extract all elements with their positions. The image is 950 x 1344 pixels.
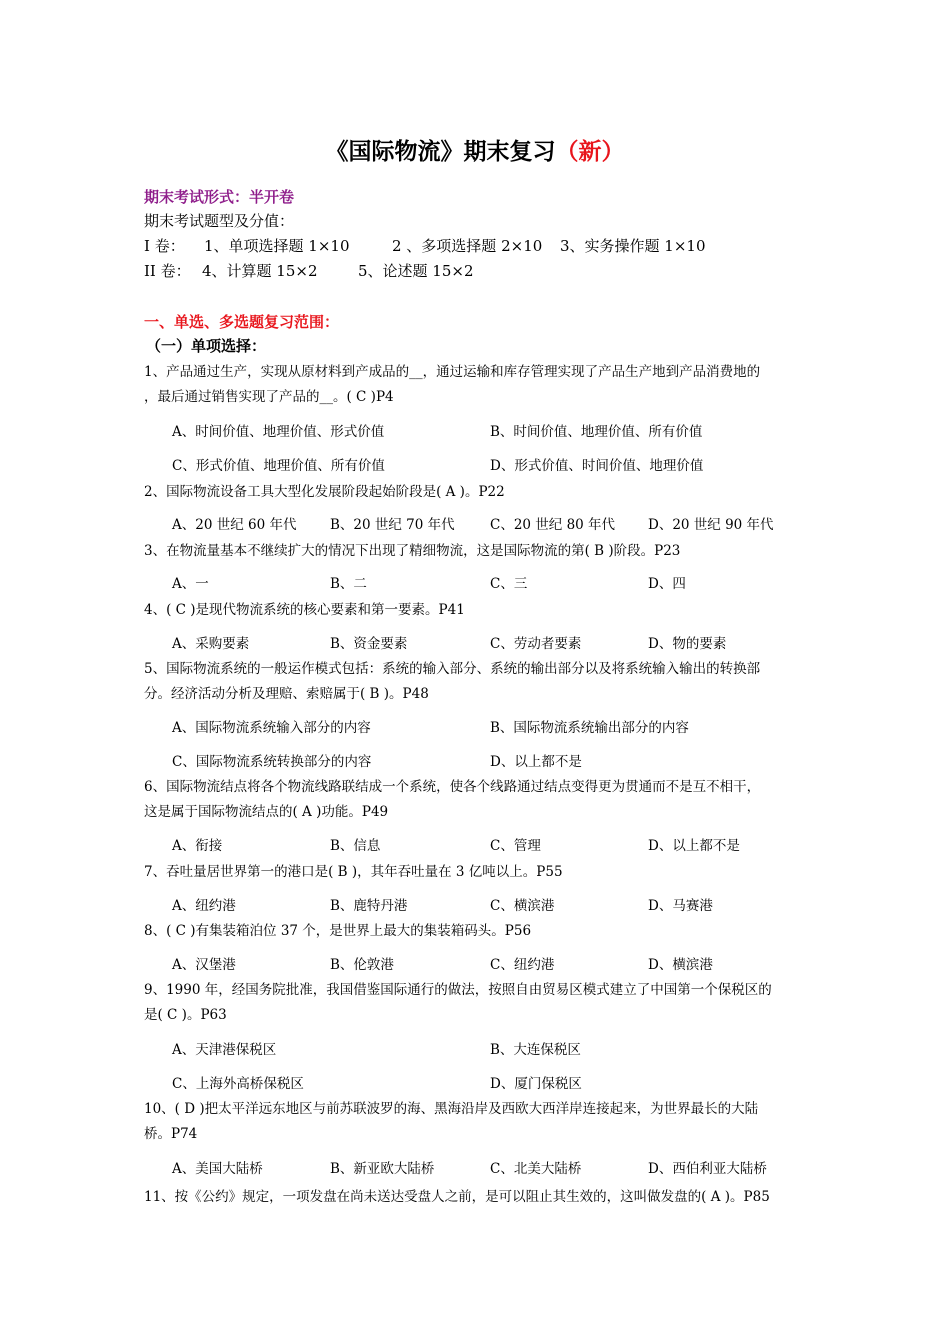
question-text: 分。经济活动分析及理赔、索赔属于( B )。P48 — [144, 686, 429, 702]
section1-heading: 一、单选、多选题复习范围： — [144, 313, 340, 331]
paper2-label: II 卷： — [144, 262, 191, 280]
question-text: 桥。P74 — [144, 1126, 198, 1142]
answer-option: A、20 世纪 60 年代 — [172, 517, 297, 533]
title-main: 《国际物流》期末复习 — [325, 139, 556, 165]
answer-option: A、天津港保税区 — [172, 1042, 277, 1058]
answer-option: A、时间价值、地理价值、形式价值 — [172, 424, 385, 440]
question-text: 6、国际物流结点将各个物流线路联结成一个系统，使各个线路通过结点变得更为贯通而不是互不相干， — [144, 779, 761, 795]
answer-option: C、劳动者要素 — [490, 636, 582, 652]
answer-option: B、国际物流系统输出部分的内容 — [490, 720, 689, 736]
question-text: 11、按《公约》规定，一项发盘在尚未送达受盘人之前，是可以阻止其生效的，这叫做发盘的( A )。P85 — [144, 1189, 770, 1205]
answer-option: D、厦门保税区 — [490, 1076, 582, 1092]
answer-option: B、伦敦港 — [330, 957, 394, 973]
answer-option: B、鹿特丹港 — [330, 898, 408, 914]
answer-option: B、新亚欧大陆桥 — [330, 1161, 435, 1177]
question-text: 5、国际物流系统的一般运作模式包括：系统的输入部分、系统的输出部分以及将系统输入输出的转换部 — [144, 661, 761, 677]
exam-form: 期末考试形式：半开卷 — [144, 188, 295, 206]
paper2-item: 5、论述题 15×2 — [358, 262, 474, 280]
answer-option: D、横滨港 — [648, 957, 713, 973]
subsection1-heading: （一）单项选择： — [146, 337, 267, 355]
answer-option: C、管理 — [490, 838, 541, 854]
title-new-tag: （新） — [555, 139, 625, 165]
answer-option: C、20 世纪 80 年代 — [490, 517, 616, 533]
answer-option: C、上海外高桥保税区 — [172, 1076, 304, 1092]
answer-option: C、纽约港 — [490, 957, 555, 973]
answer-option: A、汉堡港 — [172, 957, 236, 973]
answer-option: C、形式价值、地理价值、所有价值 — [172, 458, 385, 474]
question-text: 10、( D )把太平洋远东地区与前苏联波罗的海、黑海沿岸及西欧大西洋岸连接起来，为世界最长的大陆 — [144, 1101, 759, 1117]
answer-option: B、大连保税区 — [490, 1042, 581, 1058]
question-text: 9、1990 年，经国务院批准，我国借鉴国际通行的做法，按照自由贸易区模式建立了中国第一个保税区的 — [144, 982, 772, 998]
paper1-label: I 卷： — [144, 237, 185, 255]
answer-option: B、资金要素 — [330, 636, 408, 652]
answer-option: A、纽约港 — [172, 898, 236, 914]
question-text: 是( C )。P63 — [144, 1007, 227, 1023]
question-text: ，最后通过销售实现了产品的__。( C )P4 — [144, 389, 394, 405]
answer-option: C、三 — [490, 576, 528, 592]
answer-option: B、信息 — [330, 838, 381, 854]
question-text: 这是属于国际物流结点的( A )功能。P49 — [144, 804, 389, 820]
paper2-item: 4、计算题 15×2 — [202, 262, 318, 280]
answer-option: B、时间价值、地理价值、所有价值 — [490, 424, 703, 440]
question-text: 3、在物流量基本不继续扩大的情况下出现了精细物流，这是国际物流的第( B )阶段。P23 — [144, 543, 681, 559]
question-text: 7、吞吐量居世界第一的港口是( B )，其年吞吐量在 3 亿吨以上。P55 — [144, 864, 563, 880]
answer-option: D、马赛港 — [648, 898, 713, 914]
question-text: 1、产品通过生产，实现从原材料到产成品的__，通过运输和库存管理实现了产品生产地到产品消费地的 — [144, 364, 761, 380]
paper1-item: 1、单项选择题 1×10 — [204, 237, 350, 255]
answer-option: D、20 世纪 90 年代 — [648, 517, 774, 533]
answer-option: D、四 — [648, 576, 686, 592]
answer-option: A、美国大陆桥 — [172, 1161, 263, 1177]
answer-option: B、20 世纪 70 年代 — [330, 517, 455, 533]
answer-option: D、以上都不是 — [648, 838, 740, 854]
answer-option: A、衔接 — [172, 838, 223, 854]
question-text: 2、国际物流设备工具大型化发展阶段起始阶段是( A )。P22 — [144, 484, 505, 500]
answer-option: D、形式价值、时间价值、地理价值 — [490, 458, 704, 474]
paper1-item: 2 、多项选择题 2×10 — [392, 237, 543, 255]
answer-option: D、西伯利亚大陆桥 — [648, 1161, 767, 1177]
answer-option: D、物的要素 — [648, 636, 727, 652]
answer-option: D、以上都不是 — [490, 754, 582, 770]
answer-option: A、采购要素 — [172, 636, 250, 652]
paper1-item: 3、实务操作题 1×10 — [560, 237, 706, 255]
question-text: 8、( C )有集装箱泊位 37 个，是世界上最大的集装箱码头。P56 — [144, 923, 532, 939]
exam-types-label: 期末考试题型及分值： — [144, 212, 295, 230]
answer-option: A、国际物流系统输入部分的内容 — [172, 720, 371, 736]
answer-option: C、北美大陆桥 — [490, 1161, 582, 1177]
answer-option: B、二 — [330, 576, 367, 592]
document-title — [0, 133, 950, 166]
question-text: 4、( C )是现代物流系统的核心要素和第一要素。P41 — [144, 602, 465, 618]
answer-option: A、一 — [172, 576, 209, 592]
answer-option: C、横滨港 — [490, 898, 555, 914]
answer-option: C、国际物流系统转换部分的内容 — [172, 754, 372, 770]
